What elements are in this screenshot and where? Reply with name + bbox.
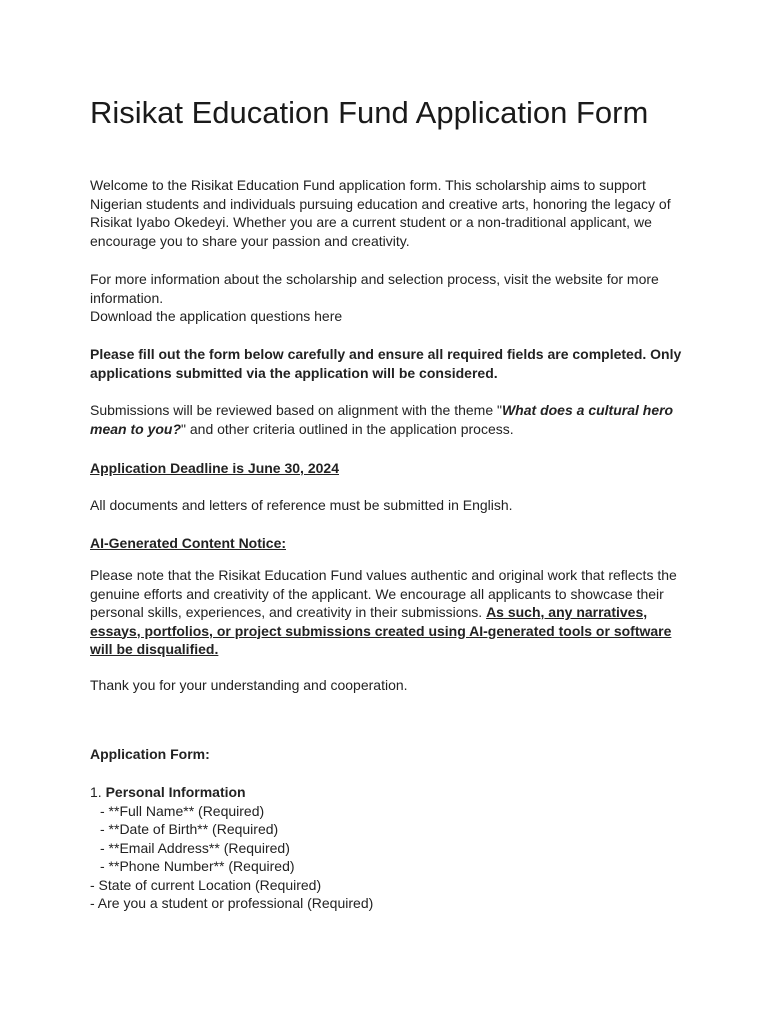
review-paragraph (90, 401, 690, 438)
review-theme: What does a cultural hero mean to you? (90, 402, 674, 437)
download-link[interactable]: Download the application questions here (90, 308, 343, 324)
form-heading: Application Form: (90, 746, 210, 762)
ai-notice-warning: As such, any narratives, essays, portfolios, or project submissions created using AI-generated tools or software will be disqualified. (90, 604, 672, 657)
field-phone-number: - **Phone Number** (Required) (100, 858, 295, 874)
field-full-name: - **Full Name** (Required) (100, 802, 265, 819)
more-info-text: For more information about the scholarship and selection process, visit the website for more information. (90, 271, 659, 306)
field-date-of-birth: - **Date of Birth** (Required) (100, 821, 279, 837)
field-state-location: - State of current Location (Required) (90, 876, 322, 893)
review-prefix: Submissions will be reviewed based on alignment with the theme " (90, 402, 502, 418)
personal-info-section (90, 783, 690, 913)
english-requirement: All documents and letters of reference must be submitted in English. (90, 497, 513, 513)
ai-notice-paragraph (90, 566, 690, 659)
deadline-text: Application Deadline is June 30, 2024 (90, 460, 339, 476)
thanks-text: Thank you for your understanding and cooperation. (90, 677, 408, 693)
ai-notice-body: Please note that the Risikat Education Fund values authentic and original work that reflects the genuine efforts and creativity of the applicant. We encourage all applicants to showcase their personal skills, experiences, and creativity in their submissions. (90, 567, 677, 620)
review-suffix: " and other criteria outlined in the application process. (181, 420, 514, 437)
intro-paragraph: Welcome to the Risikat Education Fund application form. This scholarship aims to support Nigerian students and individuals pursuing education and creative arts, honoring the legacy of Risikat Iyabo Okedeyi. Whether you are a current student or a non-traditional applicant, we encourage you to share your passion and creativity. (90, 177, 671, 249)
section-title: Personal Information (105, 784, 246, 800)
page-title: Risikat Education Fund Application Form (90, 95, 649, 130)
section-header (90, 783, 690, 802)
more-info-block (90, 270, 690, 326)
ai-notice-heading: AI-Generated Content Notice: (90, 535, 287, 551)
field-student-or-professional: - Are you a student or professional (Required) (90, 895, 374, 911)
instruction-paragraph: Please fill out the form below carefully and ensure all required fields are completed. Only applications submitted via the application will be considered. (90, 346, 682, 381)
section-number: 1. (90, 784, 102, 800)
field-email-address: - **Email Address** (Required) (100, 839, 290, 856)
